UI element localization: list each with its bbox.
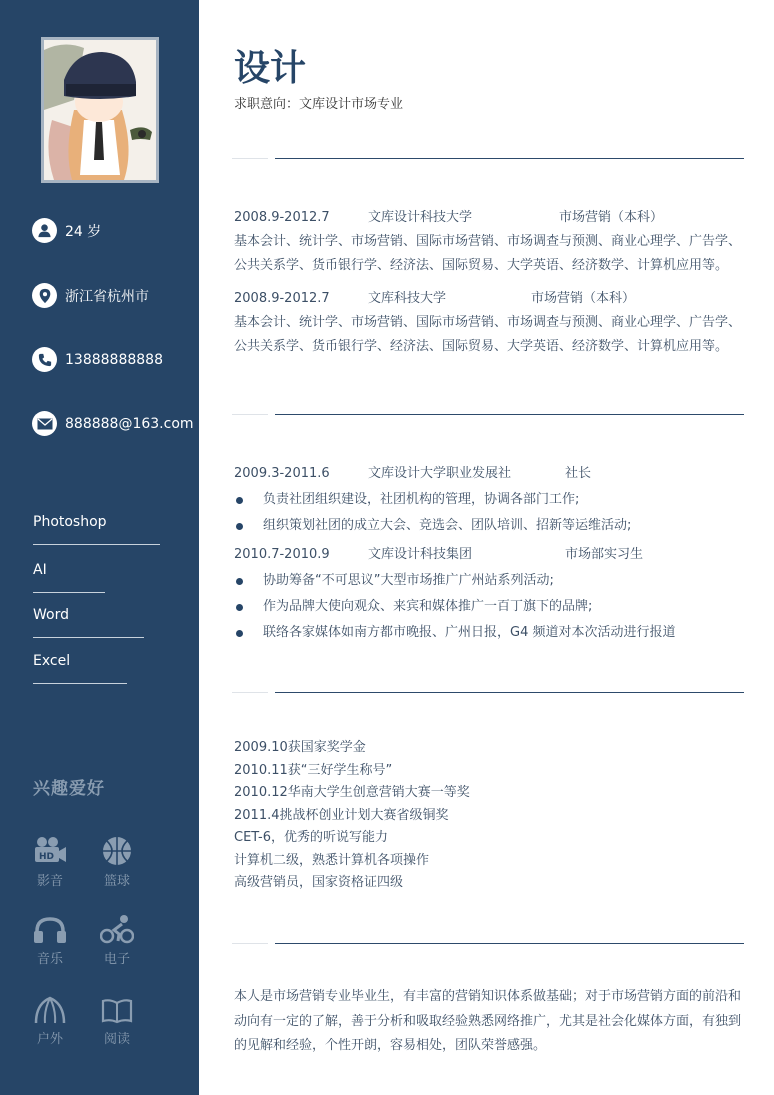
section-divider <box>232 936 744 952</box>
person-icon <box>32 218 57 243</box>
phone-text[interactable]: 13888888888 <box>65 351 163 368</box>
profile-photo <box>41 37 159 183</box>
contact-location <box>32 283 149 308</box>
contact-phone <box>32 347 163 372</box>
cyclist-icon <box>100 914 134 944</box>
hobby-title: 兴趣爱好 <box>33 779 105 799</box>
edu-major: 市场营销（本科） <box>559 210 664 225</box>
hobby-label: 篮球 <box>103 874 130 889</box>
email-text[interactable]: 888888@163.com <box>65 415 194 432</box>
phone-icon <box>32 347 57 372</box>
contact-email <box>32 411 194 436</box>
section-divider <box>232 685 744 701</box>
hobby-music <box>30 916 70 967</box>
edu-courses: 公共关系学、货币银行学、经济法、国际贸易、大学英语、经济数学、计算机应用等。 <box>234 258 729 273</box>
skill-word <box>33 607 144 638</box>
email-icon <box>32 411 57 436</box>
exp-role: 市场部实习生 <box>565 547 644 562</box>
tent-icon <box>33 996 67 1024</box>
edu-school: 文库科技大学 <box>368 291 447 306</box>
skill-label: Word <box>33 607 69 623</box>
experience-section <box>234 461 749 646</box>
skill-bar <box>33 637 144 638</box>
video-camera-icon <box>33 836 67 866</box>
hobby-basketball <box>97 836 137 889</box>
education-entry <box>234 206 749 278</box>
edu-courses: 公共关系学、货币银行学、经济法、国际贸易、大学英语、经济数学、计算机应用等。 <box>234 339 729 354</box>
hobby-outdoor <box>30 996 70 1047</box>
about-line: 本人是市场营销专业毕业生，有丰富的营销知识体系做基础；对于市场营销方面的前沿和 <box>234 989 742 1004</box>
exp-org: 文库设计大学职业发展社 <box>368 466 512 481</box>
svg-text:HD: HD <box>39 852 55 862</box>
skill-bar <box>33 544 160 545</box>
sidebar <box>0 0 199 1095</box>
exp-period: 2009.3-2011.6 <box>234 466 330 481</box>
exp-item: 作为品牌大使向观众、来宾和媒体推广一百丁旗下的品牌; <box>234 594 749 620</box>
skill-label: Excel <box>33 653 71 669</box>
skill-label: AI <box>33 562 47 578</box>
exp-item: 联络各家媒体如南方都市晚报、广州日报，G4 频道对本次活动进行报道 <box>234 620 749 646</box>
education-entry <box>234 287 749 359</box>
hobby-label: 电子 <box>103 952 130 967</box>
hobby-label: 音乐 <box>36 952 63 967</box>
exp-item: 负责社团组织建设，社团机构的管理，协调各部门工作; <box>234 487 749 513</box>
education-section <box>234 206 749 365</box>
hobby-electronics <box>97 914 137 967</box>
candidate-name: 设计 <box>234 48 307 89</box>
skill-label: Photoshop <box>33 514 107 530</box>
skill-bar <box>33 683 127 684</box>
section-divider <box>232 407 744 423</box>
honor-item: 2011.4挑战杯创业计划大赛省级铜奖 <box>234 807 449 823</box>
skill-ai <box>33 562 105 593</box>
exp-item: 组织策划社团的成立大会、竞选会、团队培训、招新等运维活动; <box>234 513 749 539</box>
about-line: 动向有一定的了解，善于分析和吸取经验熟悉网络推广，尤其是社会化媒体方面，有独到 <box>234 1013 742 1029</box>
hobby-video <box>30 836 70 889</box>
edu-courses: 基本会计、统计学、市场营销、国际市场营销、市场调查与预测、商业心理学、广告学、 <box>234 234 742 249</box>
hobby-label: 户外 <box>36 1032 63 1047</box>
job-intent: 求职意向：文库设计市场专业 <box>234 97 404 112</box>
hobby-label: 影音 <box>36 874 63 889</box>
edu-courses: 基本会计、统计学、市场营销、国际市场营销、市场调查与预测、商业心理学、广告学、 <box>234 315 742 330</box>
exp-org: 文库设计科技集团 <box>368 547 473 562</box>
age-text: 24 岁 <box>65 223 102 240</box>
exp-item: 协助筹备“不可思议”大型市场推广广州站系列活动; <box>234 568 749 594</box>
honor-item: 2010.12华南大学生创意营销大赛一等奖 <box>234 785 470 800</box>
headphones-icon <box>33 916 67 944</box>
edu-major: 市场营销（本科） <box>531 291 636 306</box>
honor-item: 2009.10获国家奖学金 <box>234 740 366 755</box>
self-evaluation <box>234 985 749 1059</box>
skill-excel <box>33 653 127 684</box>
edu-period: 2008.9-2012.7 <box>234 291 330 306</box>
honor-item: 计算机二级，熟悉计算机各项操作 <box>234 852 430 868</box>
hobby-reading <box>97 998 137 1047</box>
exp-role: 社长 <box>565 466 592 481</box>
basketball-icon <box>102 836 132 866</box>
about-line: 的见解和经验，个性开朗，容易相处，团队荣誉感强。 <box>234 1038 547 1053</box>
skill-bar <box>33 592 105 593</box>
section-divider <box>232 151 744 167</box>
honor-item: 2010.11获“三好学生称号” <box>234 762 393 778</box>
honors-section <box>234 737 749 895</box>
exp-period: 2010.7-2010.9 <box>234 547 330 562</box>
edu-period: 2008.9-2012.7 <box>234 210 330 225</box>
honor-item: CET-6，优秀的听说写能力 <box>234 830 389 845</box>
location-text: 浙江省杭州市 <box>65 288 149 305</box>
contact-age <box>32 218 101 243</box>
location-pin-icon <box>32 283 57 308</box>
edu-school: 文库设计科技大学 <box>368 210 473 225</box>
skill-photoshop <box>33 514 160 545</box>
book-icon <box>101 998 133 1024</box>
hobby-label: 阅读 <box>103 1032 130 1047</box>
honor-item: 高级营销员，国家资格证四级 <box>234 875 404 890</box>
